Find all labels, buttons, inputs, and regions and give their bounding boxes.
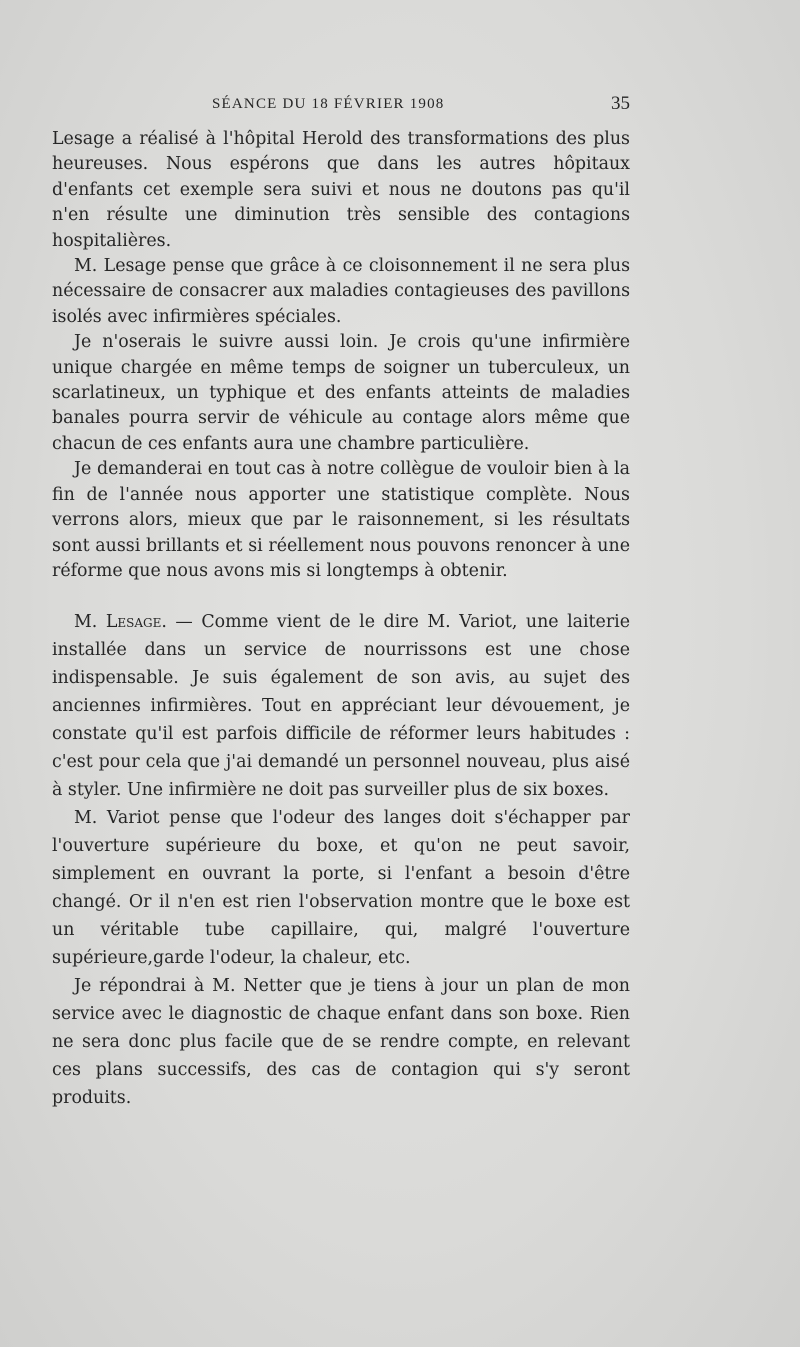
- reply-text: — Comme vient de le dire M. Variot, une laiterie installée dans un service de nourrissons est une chose indispensable. Je suis également de son avis, au sujet des anciennes infirmières. Tout en appréciant leur dévouement, je constate qu'il est parfois difficile de réformer leurs habitudes : c'est pour cela que j'ai demandé un personnel nouveau, plus aisé à styler. Une infirmière ne doit pas surveiller plus de six boxes.: [52, 612, 631, 801]
- page-header: [50, 93, 630, 118]
- paragraph-lesage-results: Lesage a réalisé à l'hôpital Herold des transformations des plus heureuses. Nous espérons que dans les autres hôpitaux d'enfants cet exemple sera suivi et nous ne doutons pas qu'il n'en résulte une diminution très sensible des contagions hospitalières.: [52, 129, 630, 251]
- speaker-name: M. Lesage.: [74, 612, 167, 633]
- paragraph-objection: Je n'oserais le suivre aussi loin. Je crois qu'une infirmière unique chargée en même temps de soigner un tuberculeux, un scarlatineux, un typhique et des enfants atteints de maladies banales pourra servir de véhicule au contage alors même que chacun de ces enfants aura une chambre particulière.: [52, 332, 630, 454]
- paragraph-variot-odor: M. Variot pense que l'odeur des langes doit s'échapper par l'ouverture supérieure du boxe, et qu'on ne peut savoir, simplement en ouvrant la porte, si l'enfant a besoin d'être changé. Or il n'en est rien l'observation montre que le boxe est un véritable tube capillaire, qui, malgré l'ouverture supérieure,garde l'odeur, la chaleur, etc.: [52, 808, 630, 969]
- paragraph-lesage-opinion: M. Lesage pense que grâce à ce cloisonnement il ne sera plus nécessaire de consacrer aux maladies contagieuses des pavillons isolés avec infirmières spéciales.: [52, 256, 630, 327]
- paragraph-lesage-reply: [52, 608, 630, 804]
- page-number: 35: [611, 93, 630, 114]
- paragraph-statistics-request: Je demanderai en tout cas à notre collègue de vouloir bien à la fin de l'année nous apporter une statistique complète. Nous verrons alors, mieux que par le raisonnement, si les résultats sont aussi brillants et si réellement nous pouvons renoncer à une réforme que nous avons mis si longtemps à obtenir.: [52, 459, 630, 581]
- running-head: SÉANCE DU 18 FÉVRIER 1908: [212, 96, 445, 112]
- discussion-block-1: [52, 127, 630, 584]
- paragraph-reply-netter: Je répondrai à M. Netter que je tiens à jour un plan de mon service avec le diagnostic de chaque enfant dans son boxe. Rien ne sera donc plus facile que de se rendre compte, en relevant ces plans successifs, des cas de contagion qui s'y seront produits.: [52, 976, 630, 1109]
- body-text: [52, 127, 630, 1112]
- discussion-block-2: [52, 608, 630, 1112]
